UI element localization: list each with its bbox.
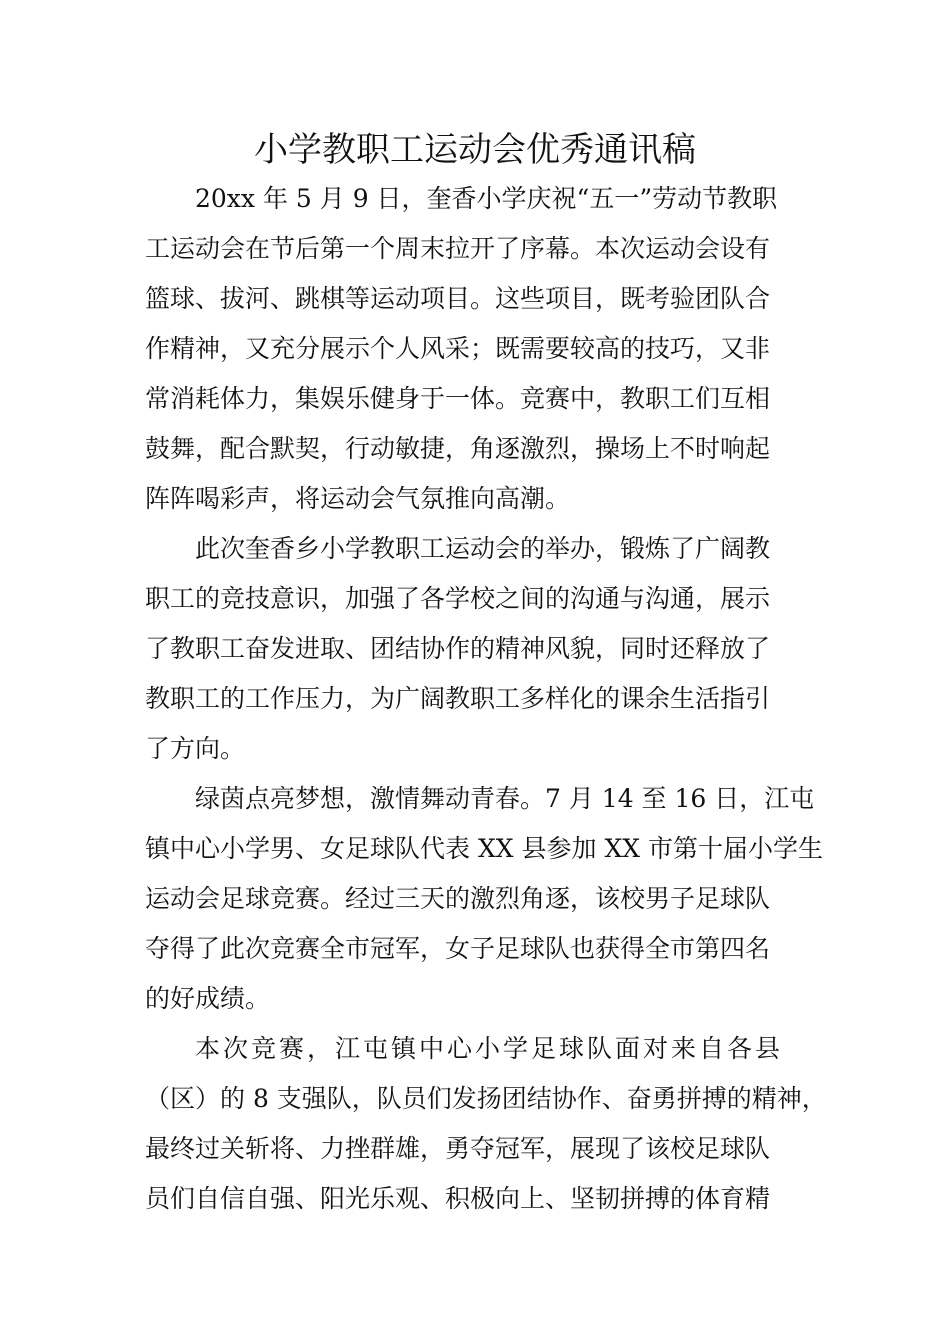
paragraph-3-line-2: 镇中心小学男、女足球队代表 XX 县参加 XX 市第十届小学生 xyxy=(145,834,823,863)
document-title: 小学教职工运动会优秀通讯稿 xyxy=(254,130,696,170)
paragraph-2-line-3: 了教职工奋发进取、团结协作的精神风貌，同时还释放了 xyxy=(145,634,771,663)
paragraph-3-line-1: 绿茵点亮梦想，激情舞动青春。7 月 14 至 16 日，江屯 xyxy=(195,784,815,813)
paragraph-3-line-3: 运动会足球竞赛。经过三天的激烈角逐，该校男子足球队 xyxy=(145,884,771,913)
paragraph-1-line-6: 鼓舞，配合默契，行动敏捷，角逐激烈，操场上不时响起 xyxy=(145,434,771,463)
paragraph-1-line-3: 篮球、拔河、跳棋等运动项目。这些项目，既考验团队合 xyxy=(145,284,771,313)
paragraph-1-line-5: 常消耗体力，集娱乐健身于一体。竞赛中，教职工们互相 xyxy=(145,384,771,413)
paragraph-2-line-4: 教职工的工作压力，为广阔教职工多样化的课余生活指引 xyxy=(145,684,771,713)
paragraph-4-line-3: 最终过关斩将、力挫群雄，勇夺冠军，展现了该校足球队 xyxy=(145,1134,771,1163)
paragraph-1-line-1: 20xx 年 5 月 9 日，奎香小学庆祝“五一”劳动节教职 xyxy=(195,184,778,213)
paragraph-4-line-1: 本次竞赛，江屯镇中心小学足球队面对来自各县 xyxy=(195,1034,784,1063)
paragraph-2-line-1: 此次奎香乡小学教职工运动会的举办，锻炼了广阔教 xyxy=(195,534,771,563)
paragraph-2-line-5: 了方向。 xyxy=(145,734,246,763)
paragraph-3-line-5: 的好成绩。 xyxy=(145,984,271,1013)
paragraph-3-line-4: 夺得了此次竞赛全市冠军，女子足球队也获得全市第四名 xyxy=(145,934,771,963)
paragraph-4-line-2: （区）的 8 支强队，队员们发扬团结协作、奋勇拼搏的精神， xyxy=(145,1084,827,1113)
paragraph-1-line-4: 作精神，又充分展示个人风采；既需要较高的技巧，又非 xyxy=(145,334,771,363)
paragraph-1-line-7: 阵阵喝彩声，将运动会气氛推向高潮。 xyxy=(145,484,571,513)
paragraph-4-line-4: 员们自信自强、阳光乐观、积极向上、坚韧拼搏的体育精 xyxy=(145,1184,771,1213)
paragraph-2-line-2: 职工的竞技意识，加强了各学校之间的沟通与沟通，展示 xyxy=(145,584,771,613)
paragraph-1-line-2: 工运动会在节后第一个周末拉开了序幕。本次运动会设有 xyxy=(145,234,771,263)
